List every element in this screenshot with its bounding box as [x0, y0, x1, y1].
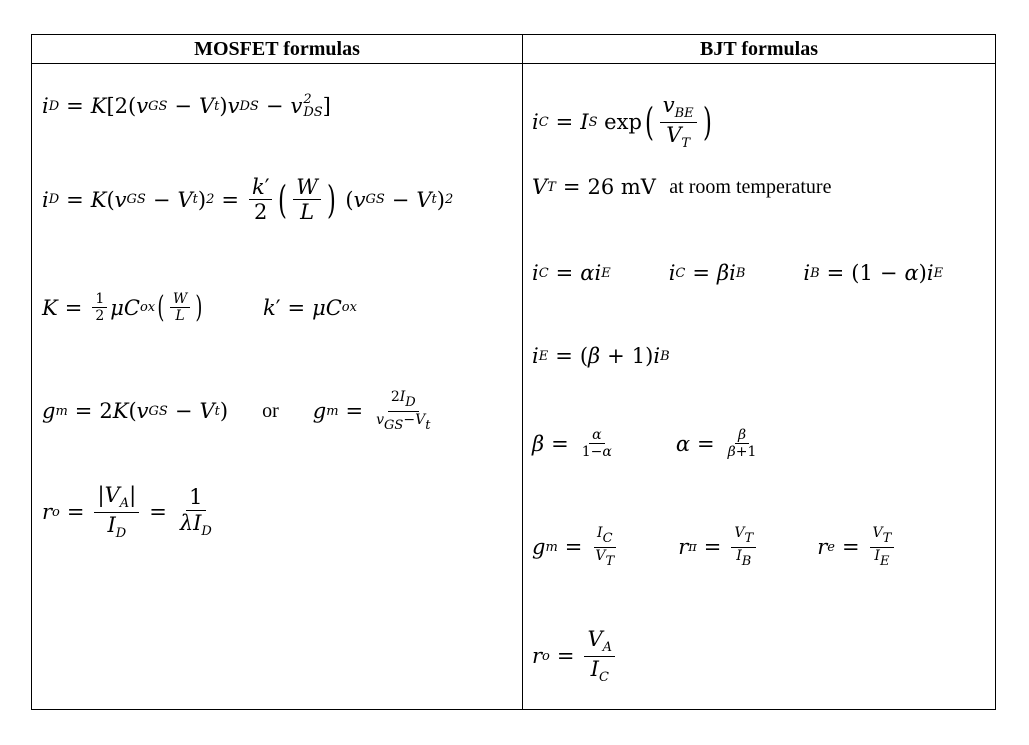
mosfet-output-resistance-formula: r o = $\frac{|V_A|}{I_D}$ = $\frac{1}{\lambda I_D}$	[42, 483, 212, 541]
bjt-small-signal-parameters: g m = $\frac{I_C}{V_T}$ r π = $\frac{V_T}{I_B}$ r e = $\frac{V_T}{I_E}$	[532, 525, 897, 570]
header-divider	[32, 63, 995, 64]
bjt-emitter-current-formula: i E = ( β + 1) i B	[532, 344, 670, 368]
bjt-thermal-voltage: V T = 26 mV at room temperature	[532, 175, 832, 199]
or-word: or	[262, 399, 279, 422]
bjt-collector-current-formula: i C = I S exp ( $\frac{v_{BE}}{V_T}$ )	[532, 93, 712, 151]
bjt-current-relations: i C = αi E i C = βi B i B = (1 − α ) i E	[532, 261, 944, 285]
bjt-header: BJT formulas	[700, 38, 818, 60]
bjt-output-resistance-formula: r o = $\frac{V_A}{I_C}$	[532, 627, 618, 686]
thermal-voltage-value: 26 mV	[587, 175, 656, 199]
mosfet-k-parameter-formula: K = $\frac{1}{2}$ μC ox ( $\frac{W}{L}$ ) k ′ = μC ox	[42, 289, 357, 325]
column-divider	[522, 35, 523, 709]
exp-word: exp	[604, 110, 642, 135]
room-temperature-note: at room temperature	[669, 175, 832, 198]
mosfet-saturation-current-formula: i D = K ( v GS − V t ) 2 = $\frac{k'}{2}$ ( $\frac{W}{L}$ ) ( v GS − V t ) 2	[42, 175, 454, 225]
mosfet-triode-current-formula: i D = K [2( v GS − V t ) v DS − v 2 DS ]	[42, 92, 331, 120]
mosfet-transconductance-formula: g m = 2 K ( v GS − V t ) or g m = $\frac{2I_D}{v_{GS}-V_t}$	[42, 389, 431, 433]
formula-table	[31, 34, 996, 710]
mosfet-header: MOSFET formulas	[194, 38, 360, 60]
bjt-alpha-beta-relations: β = $\frac{\alpha}{1-\alpha}$ α = $\frac{\beta}{\beta+1}$	[532, 427, 757, 461]
